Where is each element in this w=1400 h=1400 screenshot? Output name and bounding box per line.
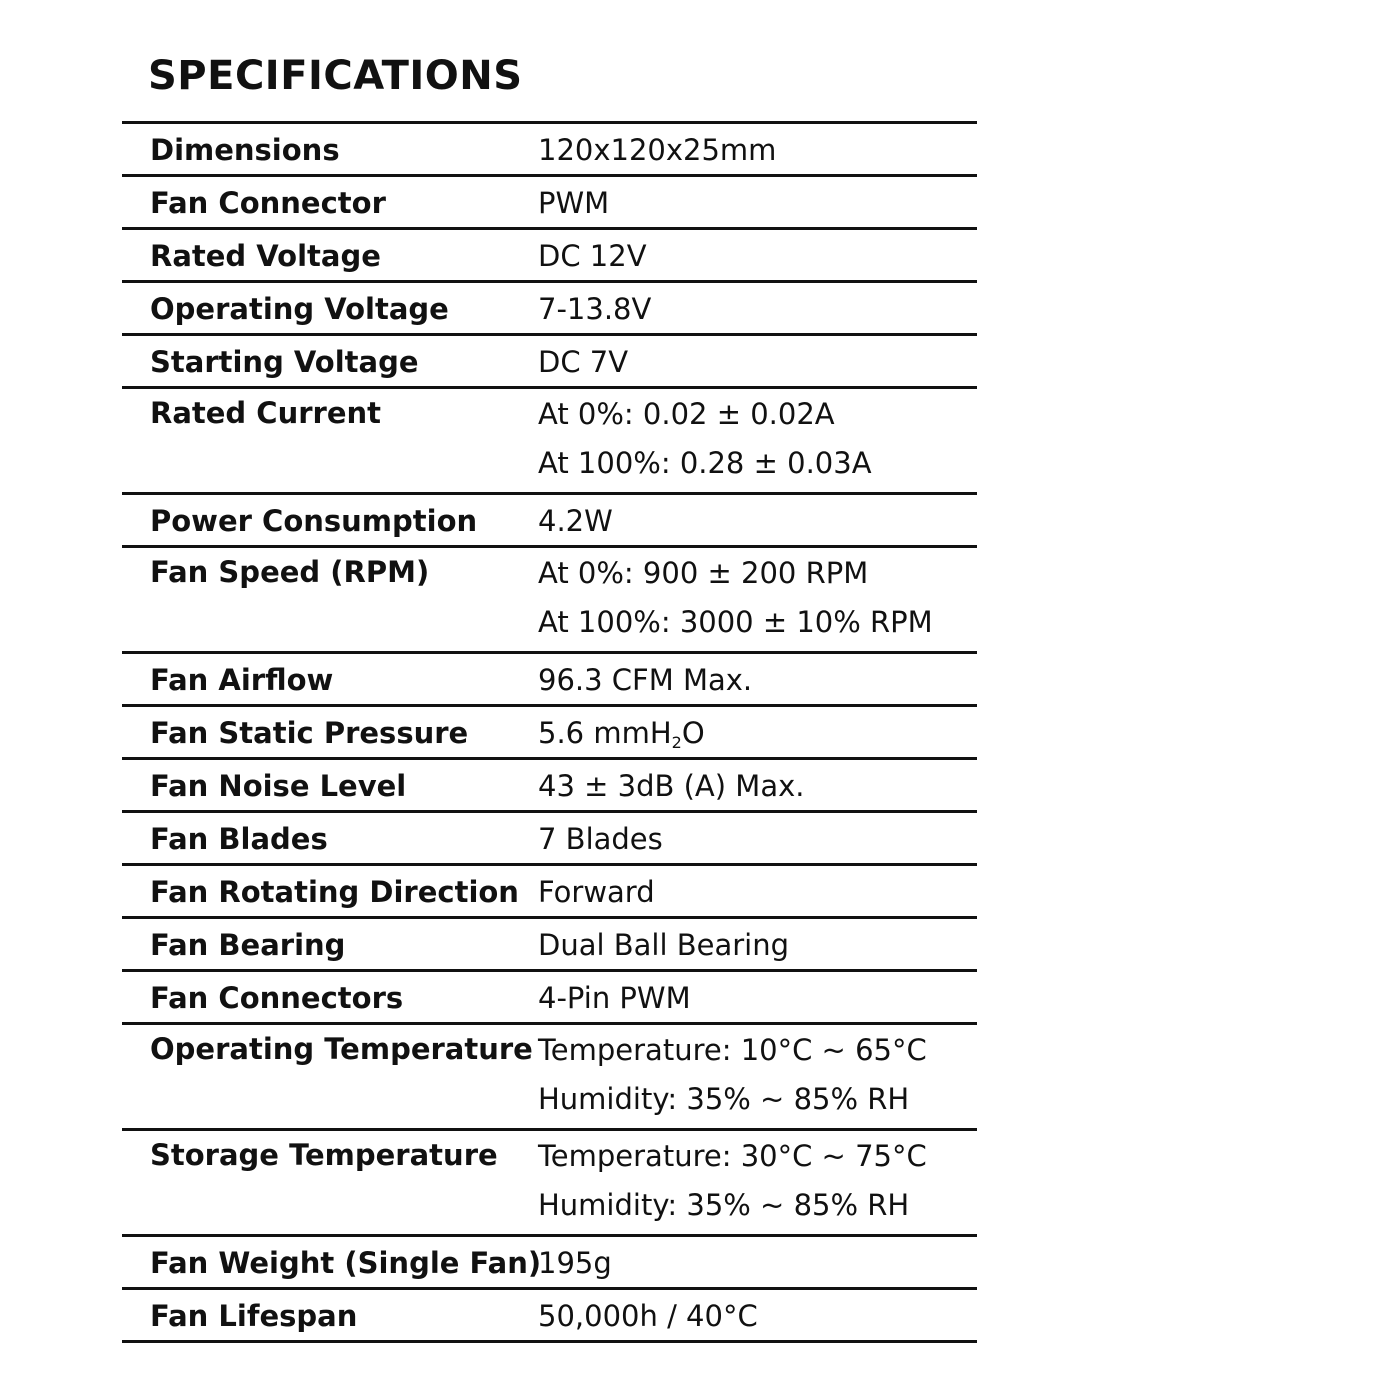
- spec-value: Forward: [538, 875, 655, 909]
- spec-row-fan-rotating-direction: [122, 866, 977, 919]
- spec-value: [538, 714, 705, 762]
- spec-label: Dimensions: [150, 133, 340, 167]
- spec-value: PWM: [538, 186, 610, 220]
- spec-row-dimensions: [122, 124, 977, 177]
- spec-row-operating-temperature: [122, 1025, 977, 1131]
- spec-row-fan-blades: [122, 813, 977, 866]
- spec-label: Fan Bearing: [150, 928, 346, 962]
- spec-label: Fan Static Pressure: [150, 716, 469, 750]
- spec-value-subscript: 2: [671, 733, 682, 752]
- spec-value-line: Temperature: 10°C ~ 65°C: [538, 1033, 927, 1067]
- spec-value-line: Temperature: 30°C ~ 75°C: [538, 1139, 927, 1173]
- spec-row-power-consumption: [122, 495, 977, 548]
- spec-label: Fan Connector: [150, 186, 386, 220]
- spec-value: DC 7V: [538, 345, 629, 379]
- spec-value-line: At 0%: 0.02 ± 0.02A: [538, 397, 835, 431]
- spec-value: 4.2W: [538, 504, 613, 538]
- spec-label: Rated Voltage: [150, 239, 381, 273]
- spec-label: Operating Temperature: [150, 1032, 533, 1066]
- spec-label: Power Consumption: [150, 504, 478, 538]
- spec-value: 120x120x25mm: [538, 133, 777, 167]
- spec-label: Storage Temperature: [150, 1138, 498, 1172]
- spec-value: [538, 1137, 927, 1235]
- spec-value-text: O: [681, 716, 705, 750]
- spec-value: 7-13.8V: [538, 292, 652, 326]
- spec-label: Rated Current: [150, 396, 381, 430]
- spec-table: [122, 121, 977, 1343]
- spec-row-fan-airflow: [122, 654, 977, 707]
- spec-label: Fan Connectors: [150, 981, 404, 1015]
- spec-value: 4-Pin PWM: [538, 981, 691, 1015]
- spec-value-line: At 100%: 3000 ± 10% RPM: [538, 605, 933, 639]
- spec-label: Fan Speed (RPM): [150, 555, 430, 589]
- spec-row-fan-lifespan: [122, 1290, 977, 1343]
- spec-label: Fan Blades: [150, 822, 328, 856]
- spec-label: Operating Voltage: [150, 292, 449, 326]
- spec-value: 7 Blades: [538, 822, 663, 856]
- spec-row-rated-current: [122, 389, 977, 495]
- spec-row-fan-bearing: [122, 919, 977, 972]
- spec-value-line: At 0%: 900 ± 200 RPM: [538, 556, 869, 590]
- spec-label: Fan Weight (Single Fan): [150, 1246, 542, 1280]
- spec-value-line: At 100%: 0.28 ± 0.03A: [538, 446, 872, 480]
- spec-value: DC 12V: [538, 239, 647, 273]
- spec-value: [538, 1031, 927, 1129]
- spec-row-fan-connectors: [122, 972, 977, 1025]
- spec-value-text: 5.6 mmH: [538, 716, 672, 750]
- spec-row-fan-static-pressure: [122, 707, 977, 760]
- spec-value: 96.3 CFM Max.: [538, 663, 753, 697]
- spec-value-line: Humidity: 35% ~ 85% RH: [538, 1082, 910, 1116]
- spec-label: Fan Rotating Direction: [150, 875, 519, 909]
- spec-value: [538, 554, 933, 652]
- spec-label: Starting Voltage: [150, 345, 419, 379]
- spec-row-fan-noise-level: [122, 760, 977, 813]
- spec-row-fan-connector: [122, 177, 977, 230]
- spec-row-fan-speed: [122, 548, 977, 654]
- spec-row-storage-temperature: [122, 1131, 977, 1237]
- spec-value-line: Humidity: 35% ~ 85% RH: [538, 1188, 910, 1222]
- spec-label: Fan Airflow: [150, 663, 334, 697]
- spec-value: 43 ± 3dB (A) Max.: [538, 769, 805, 803]
- spec-label: Fan Lifespan: [150, 1299, 358, 1333]
- spec-value: [538, 395, 872, 493]
- spec-value: Dual Ball Bearing: [538, 928, 790, 962]
- spec-label: Fan Noise Level: [150, 769, 407, 803]
- spec-value: 195g: [538, 1246, 612, 1280]
- spec-row-starting-voltage: [122, 336, 977, 389]
- spec-row-rated-voltage: [122, 230, 977, 283]
- spec-row-operating-voltage: [122, 283, 977, 336]
- spec-value: 50,000h / 40°C: [538, 1299, 758, 1333]
- spec-row-fan-weight: [122, 1237, 977, 1290]
- page-title: SPECIFICATIONS: [148, 53, 523, 99]
